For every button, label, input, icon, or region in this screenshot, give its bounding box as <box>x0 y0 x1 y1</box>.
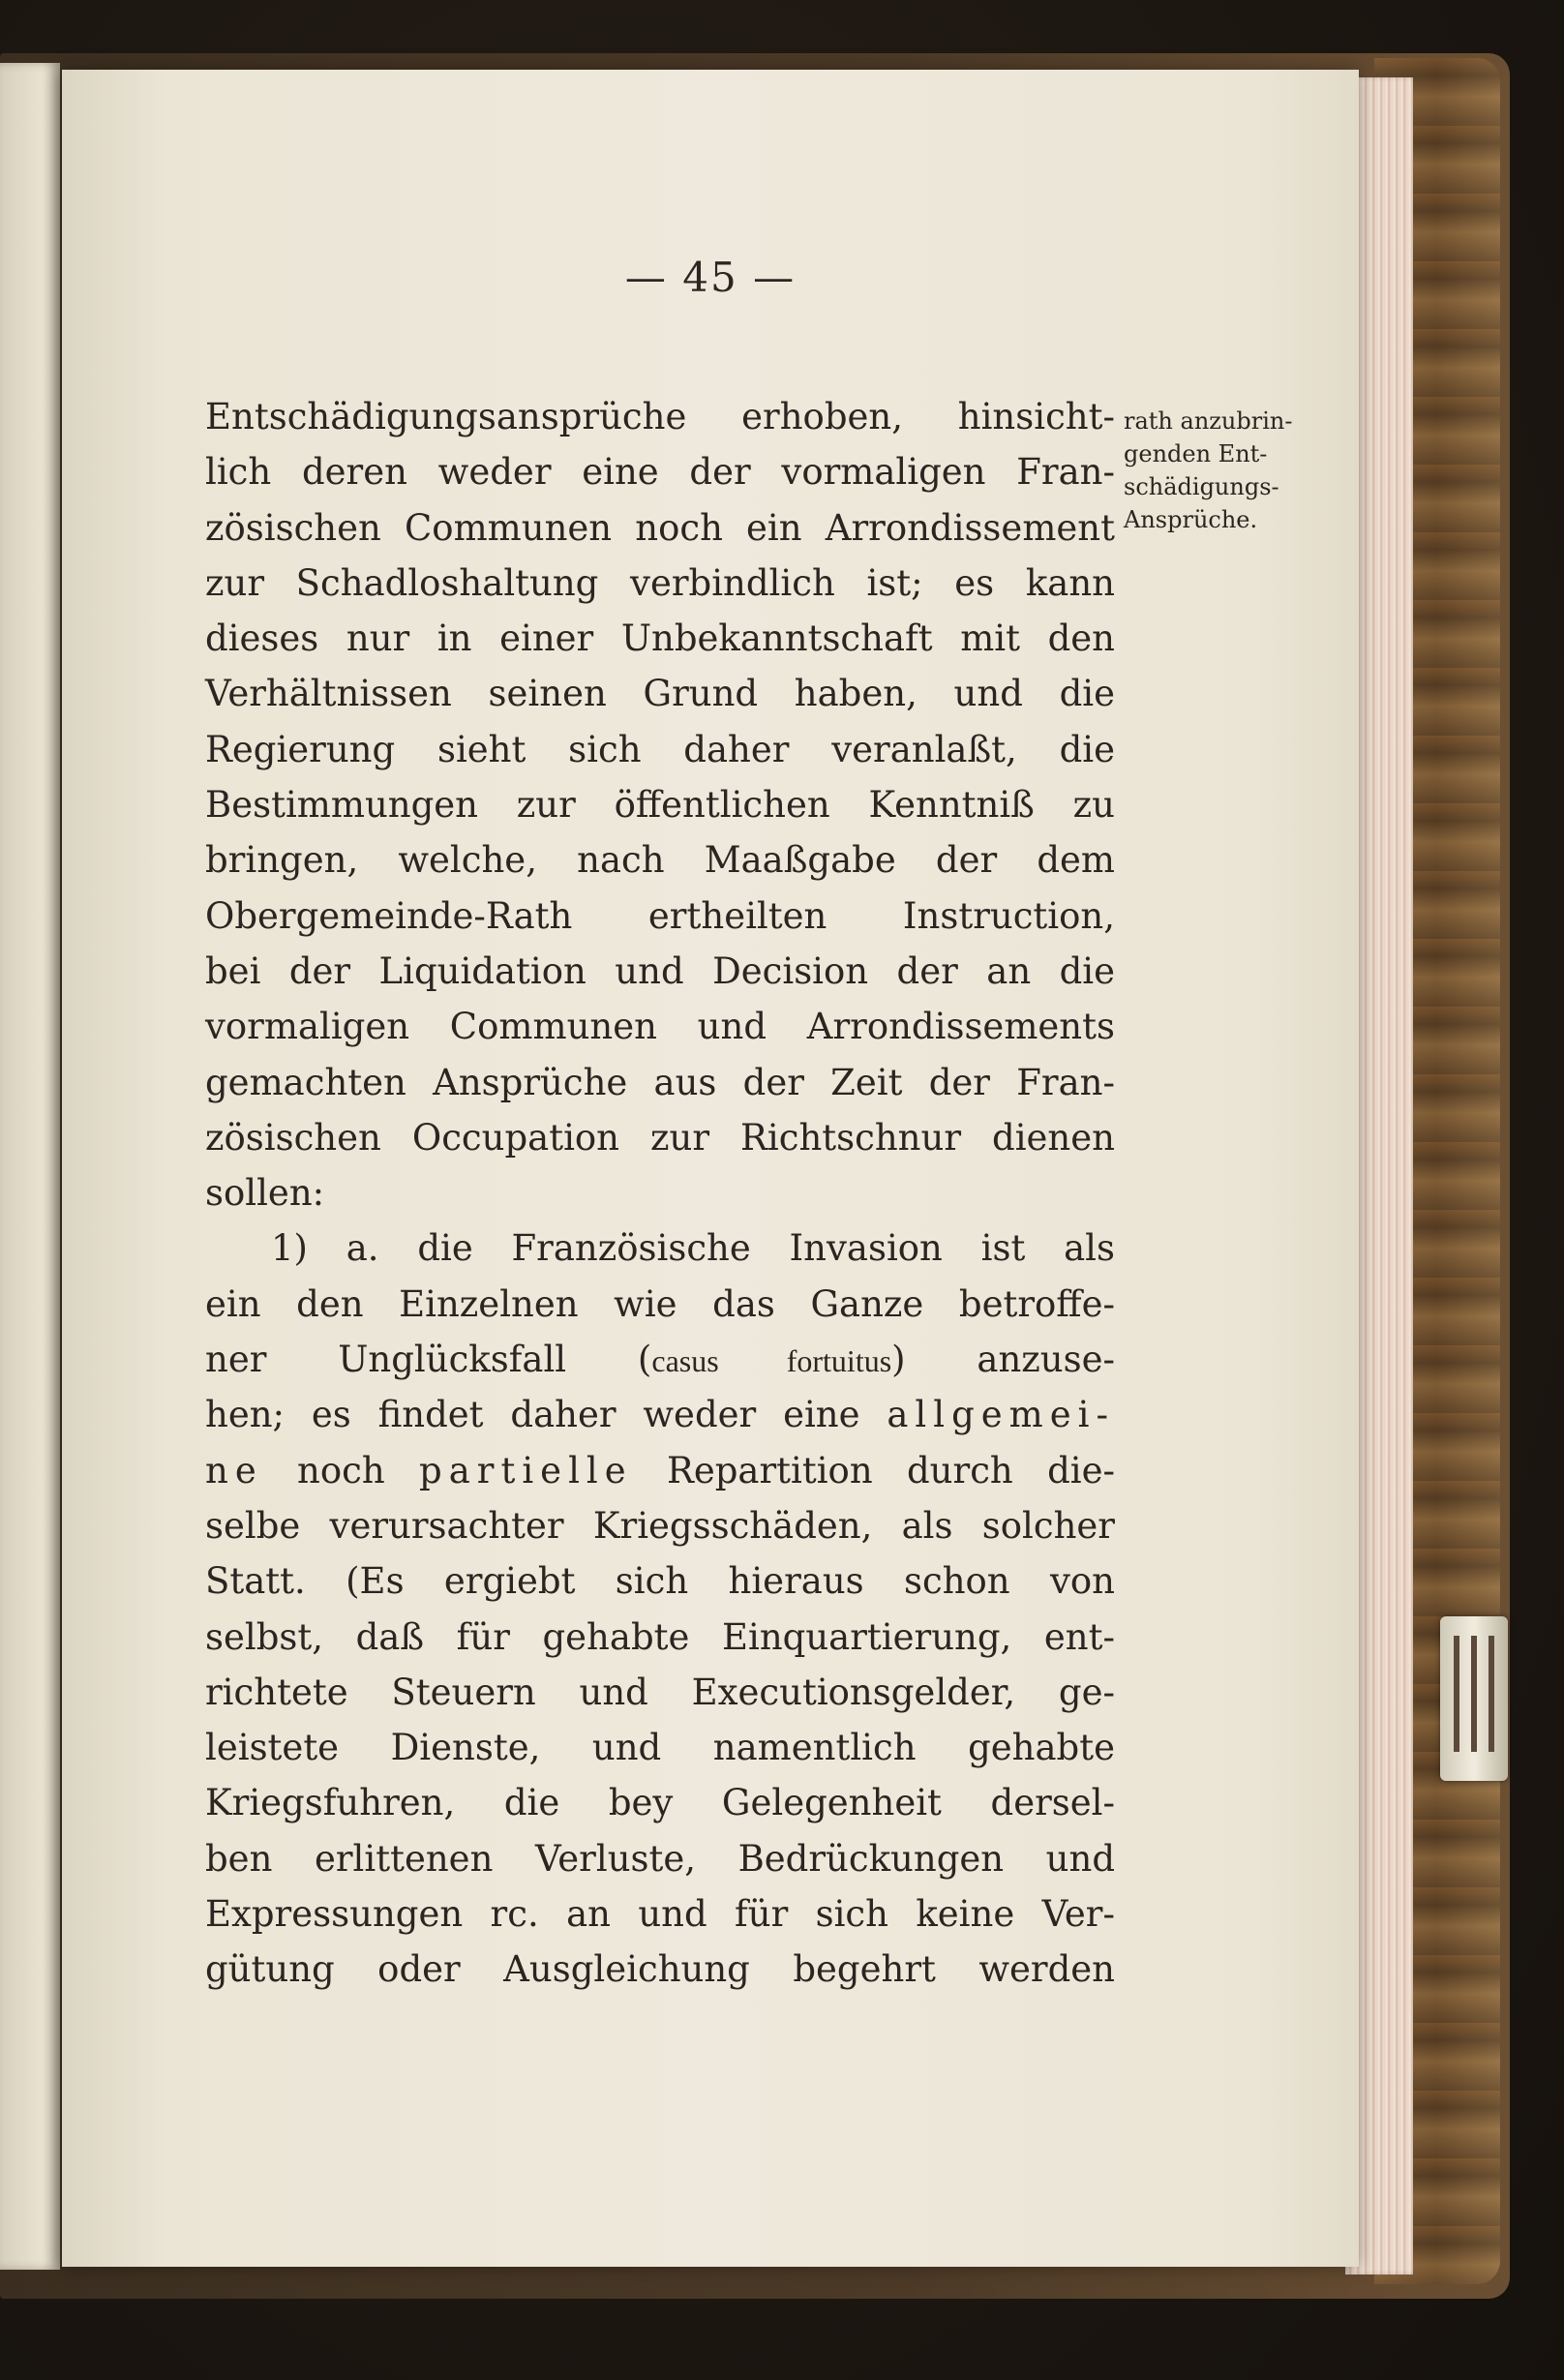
text-run: Repartition durch die- <box>632 1449 1115 1491</box>
marginal-note-line: rath anzubrin- <box>1124 407 1293 435</box>
text-run: ner Unglücksfall ( <box>205 1339 652 1381</box>
text-line: zösischen Communen noch ein Arrondissement <box>205 506 1115 549</box>
marginal-note-line: genden Ent- <box>1124 440 1268 467</box>
text-line: Verhältnissen seinen Grund haben, und die <box>205 673 1115 715</box>
text-line: selbe verursachter Kriegsschäden, als solcher <box>205 1504 1115 1547</box>
text-line: vormaligen Communen und Arrondissements <box>205 1006 1115 1048</box>
book-page <box>62 70 1359 2267</box>
text-line: Regierung sieht sich daher veranlaßt, die <box>205 728 1115 770</box>
body-text <box>205 389 1115 1998</box>
text-run: noch <box>262 1449 420 1491</box>
text-line: gemachten Ansprüche aus der Zeit der Fran- <box>205 1061 1115 1103</box>
text-line: Statt. (Es ergiebt sich hieraus schon von <box>205 1560 1115 1603</box>
text-line: leistete Dienste, und namentlich gehabte <box>205 1727 1115 1769</box>
page-number: — 45 — <box>624 254 797 301</box>
previous-page-edge <box>0 63 60 2270</box>
text-run: ) anzuse- <box>891 1339 1116 1381</box>
text-line: Entschädigungsansprüche erhoben, hinsicht- <box>205 396 1115 437</box>
marginal-note-line: schädigungs- <box>1124 473 1279 500</box>
text-line: 1) a. die Französische Invasion ist als <box>271 1227 1115 1270</box>
text-line: Expressungen rc. an und für sich keine Ver- <box>205 1893 1115 1936</box>
text-line: ein den Einzelnen wie das Ganze betroffe- <box>205 1282 1115 1325</box>
text-line: bringen, welche, nach Maaßgabe der dem <box>205 839 1115 882</box>
text-line: dieses nur in einer Unbekanntschaft mit den <box>205 618 1115 660</box>
marginal-note-line: Ansprüche. <box>1124 506 1258 533</box>
spine-label-stripe <box>1454 1636 1459 1752</box>
text-line: sollen: <box>205 1172 325 1215</box>
spine-label-stripe <box>1489 1636 1494 1752</box>
spine-label <box>1440 1616 1508 1781</box>
text-line: zur Schadloshaltung verbindlich ist; es kann <box>205 561 1115 604</box>
text-line: bei der Liquidation und Decision der an die <box>205 949 1115 992</box>
text-line: Obergemeinde-Rath ertheilten Instruction, <box>205 894 1115 937</box>
text-line <box>205 1443 1115 1498</box>
text-line: lich deren weder eine der vormaligen Fran- <box>205 451 1115 494</box>
text-line: ben erlittenen Verluste, Bedrückungen und <box>205 1837 1115 1880</box>
emphasized-word: partielle <box>419 1449 633 1491</box>
text-line: richtete Steuern und Executionsgelder, ge- <box>205 1671 1115 1713</box>
emphasized-word: ne <box>205 1449 263 1491</box>
emphasized-word: allgemei- <box>887 1394 1115 1436</box>
text-line: zösischen Occupation zur Richtschnur dienen <box>205 1116 1115 1159</box>
latin-term: casus fortuitus <box>651 1343 892 1379</box>
text-line: Kriegsfuhren, die bey Gelegenheit dersel- <box>205 1782 1115 1824</box>
text-line: gütung oder Ausgleichung begehrt werden <box>205 1948 1115 1991</box>
text-line: selbst, daß für gehabte Einquartierung, ent- <box>205 1615 1115 1658</box>
text-line <box>205 1332 1115 1387</box>
marginal-note <box>1124 405 1317 536</box>
text-run: hen; es findet daher weder eine <box>205 1394 887 1436</box>
spine-label-stripe <box>1471 1636 1477 1752</box>
text-line: Bestimmungen zur öffentlichen Kenntniß zu <box>205 784 1115 827</box>
text-line <box>205 1387 1115 1442</box>
